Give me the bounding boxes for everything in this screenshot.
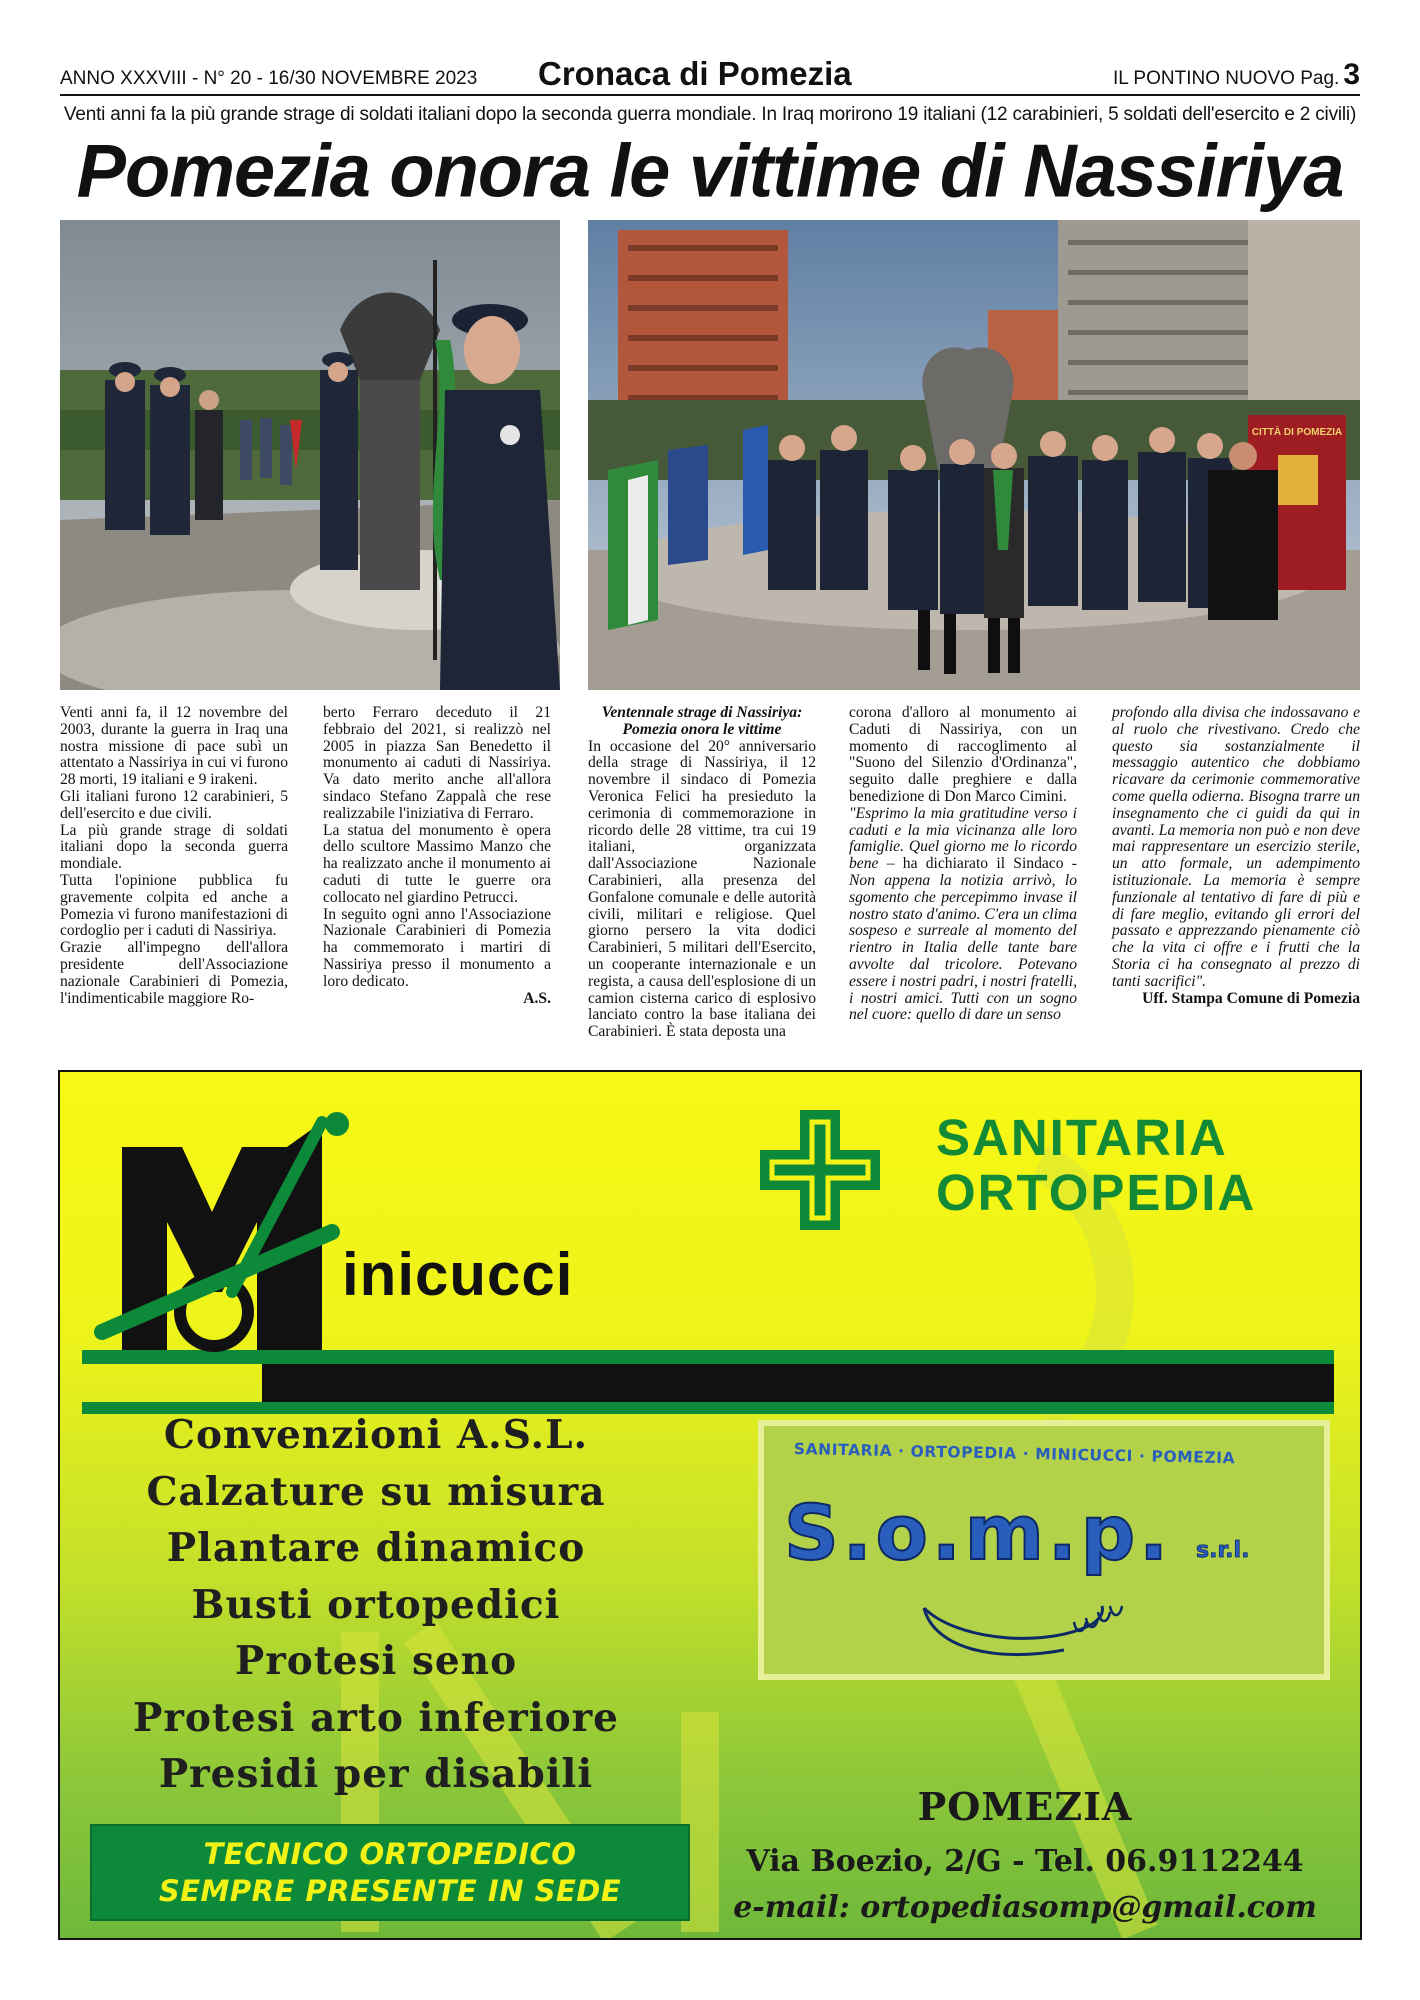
paragraph: Grazie all'impegno dell'allora presidente dell'Associazione nazionale Carabinieri di Pomezia, l'indimenticabile maggiore Ro- [60,939,288,1007]
paragraph: Gli italiani furono 12 carabinieri, 5 dell'esercito e due civili. [60,787,288,822]
article-column-4 [849,705,1077,1024]
quote-paragraph: profondo alla divisa che indossavano e al ruolo che rivestivano. Credo che questo sia sostanzialmente il messaggio autentico che dobbiamo ricavare da cerimonie commemorative come quella odierna. Bisogna trarre un insegnamento che ci guidi da qui in avanti. La memoria non può e non deve mai rappresentare un esercizio sterile, un atto formale, un adempimento istituzionale. La memoria è sempre funzionale al tentativo di fare di più e di fare meglio, evitando gli errori del passato e apprezzando pienamente ciò che la vita ci offre e i frutti che la Storia ci ha consegnato al prezzo di tanti sacrifici". [1112,704,1360,990]
brand-name-text: inicucci [342,1241,574,1308]
tecnico-line-2: SEMPRE PRESENTE IN SEDE [158,1874,622,1908]
article-column-5 [1112,705,1360,1007]
section-title: Cronaca di Pomezia [538,55,852,92]
masthead [60,56,1360,96]
service-item: Protesi arto inferiore [133,1694,619,1741]
foot-outline-icon [914,1578,1134,1668]
pharmacy-cross-icon [760,1110,880,1230]
city-name: POMEZIA [917,1784,1133,1829]
subheadline: Venti anni fa la più grande strage di soldati italiani dopo la seconda guerra mondiale. In Iraq morirono 19 italiani (12 carabinieri, 5 soldati dell'esercito e 2 civili) [63,104,1357,125]
article-kicker-sub: Pomezia onora le vittime [622,720,782,738]
somp-wordmark: S.o.m.p. [784,1488,1173,1577]
tecnico-line-1: TECNICO ORTOPEDICO [203,1837,577,1871]
service-item: Calzature su misura [146,1468,606,1515]
issue-info: ANNO XXXVIII - N° 20 - 16/30 NOVEMBRE 2023 [60,68,478,89]
brand-name [342,1240,573,1309]
headline: Pomezia onora le vittime di Nassiriya [76,128,1344,213]
somp-logo-box [758,1420,1330,1680]
tecnico-ortopedico-banner [90,1824,690,1921]
paragraph: In occasione del 20° anniversario della strage di Nassiriya, il 12 novembre il sindaco di Pomezia Veronica Felici ha presieduto la cerimonia di commemorazione in ricordo delle 28 vittime, tra cui 19 italiani, organizzata dall'Associazione Nazionale Carabinieri, alla presenza del Gonfalone comunale e delle autorità civili, militari e religiose. Quel giorno persero la vita dodici Carabinieri, 5 militari dell'Esercito, un cooperante internazionale e un regista, a causa dell'esplosione di un camion cisterna carico di esplosivo lanciato contro la base italiana dei Carabinieri. È stata deposta una [588,737,816,1041]
quote-text: Non appena la notizia arrivò, lo sgomento che percepimmo invase il nostro stato d'animo. C'era un clima sospeso e surreale al momento del rientro in Italia delle tante bare avvolte dal tricolore. Potevano essere i nostri padri, i nostri fratelli, i nostri amici. Tutti con un sogno nel cuore: quello di dare un senso [849,871,1077,1024]
photo-ceremony-wreath [60,220,560,690]
article-column-1 [60,705,288,1007]
address-phone: Via Boezio, 2/G - Tel. 06.9112244 [746,1844,1304,1879]
attribution-text: – ha dichiarato il Sindaco - [878,855,1077,873]
paragraph: In seguito ogni anno l'Associazione Nazionale Carabinieri di Pomezia ha commemorato i martiri di Nassiriya presso il monumento a loro dedicato. [323,905,551,990]
services-list [86,1407,666,1803]
article-kicker: Ventennale strage di Nassiriya: [601,704,803,721]
service-item: Protesi seno [234,1638,518,1684]
article-column-3 [588,705,816,1041]
banner-text: CITTÀ DI POMEZIA [1251,427,1343,438]
publication-name: IL PONTINO NUOVO Pag. [1113,68,1340,89]
sanitaria-ortopedia-title [936,1110,1256,1220]
article-column-2 [323,705,551,1007]
somp-srl: s.r.l. [1196,1538,1250,1563]
email-address: e-mail: ortopediasomp@gmail.com [733,1890,1317,1925]
service-item: Busti ortopedici [191,1581,561,1628]
ortopedia-line: ORTOPEDIA [936,1164,1257,1221]
page-number: 3 [1343,58,1360,91]
service-item: Convenzioni A.S.L. [163,1412,589,1458]
paragraph: La statua del monumento è opera dello scultore Massimo Manzo che ha realizzato anche il monumento ai caduti di tutte le guerre ora collocato nel giardino Petrucci. [323,821,551,906]
service-item: Plantare dinamico [166,1525,586,1571]
paragraph: corona d'alloro al monumento ai Caduti di Nassiriya, con un momento di raccoglimento al "Suono del Silenzio d'Ordinanza", seguito dalle preghiere e dalla benedizione di Don Marco Cimini. [849,704,1077,805]
paragraph: Tutta l'opinione pubblica fu gravemente colpita ed anche a Pomezia vi furono manifestazioni di cordoglio per i caduti di Nassiriya. [60,871,288,940]
author-signature: A.S. [523,989,551,1007]
quote-paragraph [849,806,1077,1024]
quote-text: "Esprimo la mia gratitudine verso i caduti e la mia vicinanza alle loro famiglie. Quel giorno me lo ricordo bene [849,804,1077,873]
press-office-signature: Uff. Stampa Comune di Pomezia [1142,989,1360,1007]
paragraph: Venti anni fa, il 12 novembre del 2003, durante la guerra in Iraq una nostra missione di pace subì un attentato a Nassiriya in cui vi furono 28 morti, 19 italiani e 9 irakeni. [60,704,288,789]
photo-group-ceremony [588,220,1360,690]
service-item: Presidi per disabili [158,1751,594,1797]
publication-page [1113,58,1360,92]
somp-tagline: SANITARIA · ORTOPEDIA · MINICUCCI · POMEZIA [793,1440,1236,1468]
paragraph: La più grande strage di soldati italiani dopo la seconda guerra mondiale. [60,821,288,873]
paragraph: berto Ferraro deceduto il 21 febbraio del 2021, si realizzò nel 2005 in piazza San Benedetto il monumento ai caduti di Nassiriya. Va dato merito anche all'allora sindaco Stefano Zappalà che rese realizzabile l'iniziativa di Ferraro. [323,704,551,822]
sanitaria-line: SANITARIA [936,1109,1228,1166]
advertisement [58,1070,1362,1940]
